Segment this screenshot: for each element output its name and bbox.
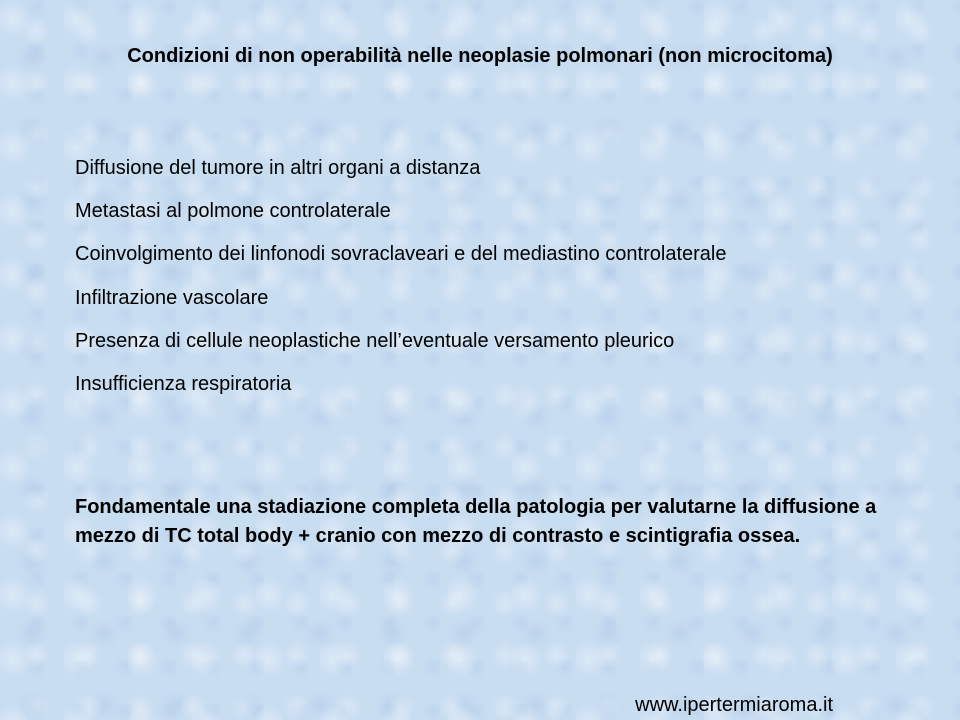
- list-item: Presenza di cellule neoplastiche nell’eventuale versamento pleurico: [75, 329, 675, 352]
- list-item: Metastasi al polmone controlaterale: [75, 200, 391, 223]
- staging-note: Fondamentale una stadiazione completa della patologia per valutarne la diffusione a mezzo di TC total body + cranio con mezzo di contrasto e scintigrafia ossea.: [75, 496, 877, 547]
- list-item: Insufficienza respiratoria: [75, 372, 292, 395]
- list-item: Coinvolgimento dei linfonodi sovraclaveari e del mediastino controlaterale: [75, 243, 727, 266]
- conditions-list: [75, 154, 726, 413]
- footer-website: www.ipertermiaroma.it: [635, 694, 833, 716]
- list-item: Infiltrazione vascolare: [75, 286, 269, 309]
- slide-title: Condizioni di non operabilità nelle neoplasie polmonari (non microcitoma): [127, 45, 833, 67]
- list-item: Diffusione del tumore in altri organi a distanza: [75, 157, 481, 179]
